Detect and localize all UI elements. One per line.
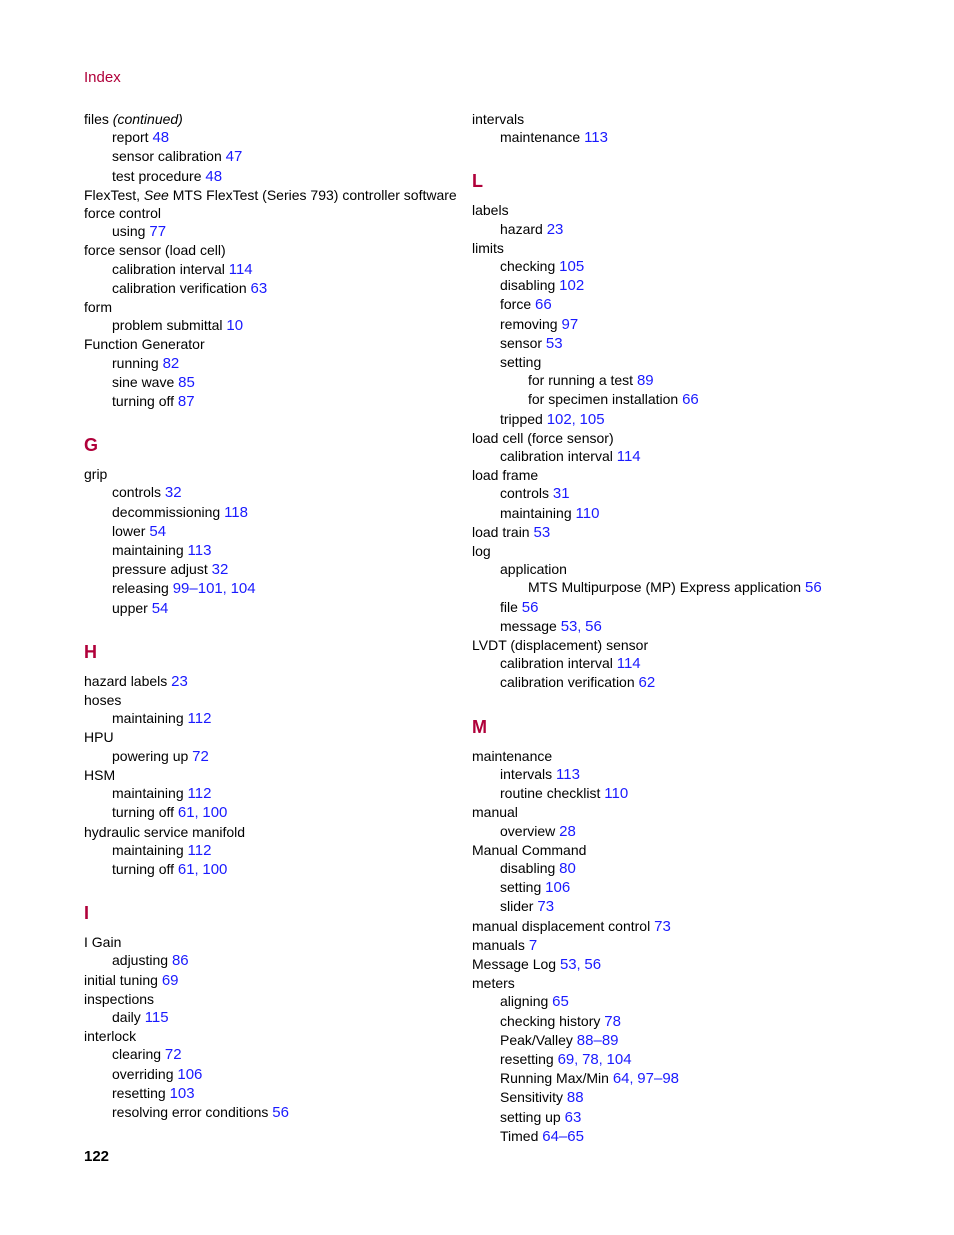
entry-label: routine checklist (500, 785, 601, 802)
entry-label: disabling (500, 277, 556, 294)
page-link[interactable]: 114 (616, 448, 641, 466)
index-entry (472, 1088, 932, 1107)
index-entry (84, 728, 474, 746)
page-link[interactable]: 32 (164, 484, 182, 502)
page-ref-separator: , (222, 580, 231, 597)
page-ref-separator: , (194, 860, 203, 877)
index-entry (84, 766, 474, 784)
index-entry (84, 951, 474, 970)
index-entry (84, 1008, 474, 1027)
entry-label: manual (472, 804, 518, 821)
index-entry (84, 709, 474, 728)
entry-label: clearing (112, 1046, 162, 1063)
page-link[interactable]: 66 (535, 296, 552, 314)
entry-label: maintaining (500, 504, 572, 521)
page-link[interactable]: 78 (604, 1012, 621, 1030)
page-link[interactable]: 104 (230, 580, 256, 598)
index-entry (472, 936, 932, 955)
entry-label: hoses (84, 692, 122, 709)
entry-label: meters (472, 975, 515, 992)
page-link[interactable]: 61 (177, 860, 195, 878)
page-ref-separator: , (577, 617, 586, 634)
index-entry (472, 484, 932, 503)
page-link[interactable]: 69 (557, 1050, 575, 1068)
entry-label: resetting (112, 1084, 166, 1101)
entry-label-continued: MTS FlexTest (Series 793) controller software (168, 186, 457, 203)
index-entry (84, 1045, 474, 1064)
entry-label: form (84, 299, 112, 316)
section-letter: M (472, 716, 487, 737)
index-entry (472, 822, 932, 841)
page-link[interactable]: 77 (149, 223, 167, 241)
index-entry (472, 636, 932, 654)
entry-label: maintaining (112, 785, 184, 802)
entry-label: Timed (500, 1127, 539, 1144)
entry-label: slider (500, 898, 534, 915)
entry-label: HSM (84, 766, 116, 783)
index-column-left (84, 110, 474, 1122)
entry-label: intervals (472, 111, 525, 127)
page-link[interactable]: 88–89 (576, 1031, 619, 1049)
index-entry (84, 465, 474, 483)
entry-label: Peak/Valley (500, 1031, 573, 1048)
index-entry (472, 955, 932, 974)
index-entry (472, 201, 932, 219)
entry-label: manuals (472, 936, 525, 953)
index-entry (472, 128, 932, 147)
index-entry (472, 598, 932, 617)
page-link[interactable]: 114 (228, 260, 253, 278)
entry-label: force (500, 296, 532, 313)
index-entry (84, 222, 474, 241)
page-ref-separator: , (194, 804, 203, 821)
entry-label: hazard (500, 220, 543, 237)
index-entry (84, 672, 474, 691)
page-link[interactable]: 110 (575, 504, 600, 522)
index-entry (472, 974, 932, 992)
entry-label: setting up (500, 1108, 561, 1125)
entry-label: overriding (112, 1065, 174, 1082)
entry-label: labels (472, 202, 509, 219)
page-link[interactable]: 53 (559, 955, 577, 973)
index-entry (84, 110, 474, 128)
entry-label: maintenance (472, 747, 553, 764)
page-ref-separator: , (598, 1050, 607, 1067)
index-entry (472, 1069, 932, 1088)
page-link[interactable]: 10 (226, 317, 244, 335)
page-link[interactable]: 88 (566, 1089, 584, 1107)
index-entry (472, 673, 932, 692)
entry-label: manual displacement control (472, 917, 651, 934)
entry-label: sensor calibration (112, 148, 222, 165)
page-link[interactable]: 97–98 (637, 1070, 680, 1088)
index-entry (472, 504, 932, 523)
entry-label: turning off (112, 860, 175, 877)
page-link[interactable]: 54 (151, 599, 169, 617)
index-entry (472, 897, 932, 916)
index-entry (84, 1027, 474, 1045)
index-entry (84, 747, 474, 766)
entry-label: intervals (500, 765, 553, 782)
page-link[interactable]: 66 (682, 391, 699, 409)
entry-label: Running Max/Min (500, 1070, 609, 1087)
index-entry (472, 1108, 932, 1127)
page-ref-separator: , (629, 1070, 638, 1087)
entry-label: setting (500, 879, 542, 896)
page-link[interactable]: 112 (187, 785, 212, 803)
page-link[interactable]: 47 (225, 148, 243, 166)
page-ref-separator: , (574, 1050, 583, 1067)
index-entry (84, 186, 474, 204)
entry-label: force control (84, 205, 162, 222)
index-entry (84, 298, 474, 316)
index-entry (84, 279, 474, 298)
index-entry (472, 992, 932, 1011)
entry-label: checking (500, 258, 556, 275)
section-letter: H (84, 641, 97, 662)
index-entry (472, 110, 932, 128)
index-entry (84, 260, 474, 279)
index-entry (84, 803, 474, 822)
index-entry (472, 784, 932, 803)
page-ref-separator: , (576, 955, 585, 972)
entry-label: tripped (500, 410, 543, 427)
page-ref-separator: , (571, 410, 580, 427)
entry-label: interlock (84, 1028, 137, 1045)
index-entry (472, 859, 932, 878)
entry-label: I Gain (84, 934, 122, 951)
index-entry (84, 860, 474, 879)
page-link[interactable]: 100 (202, 804, 228, 822)
page-link[interactable]: 106 (545, 879, 571, 897)
section-letter: G (84, 435, 99, 456)
index-entry (84, 354, 474, 373)
index-entry (84, 147, 474, 166)
index-entry (472, 334, 932, 353)
page-link[interactable]: 112 (187, 710, 212, 728)
index-entry (84, 392, 474, 411)
entry-label: MTS Multipurpose (MP) Express application (528, 579, 802, 596)
index-entry (472, 1050, 932, 1069)
page-link[interactable]: 72 (192, 747, 209, 765)
index-entry (84, 560, 474, 579)
page-link[interactable]: 114 (616, 655, 641, 673)
page-link[interactable]: 63 (250, 279, 268, 297)
page-link[interactable]: 54 (149, 522, 167, 540)
index-entry (472, 276, 932, 295)
page-link[interactable]: 56 (584, 955, 602, 973)
index-entry (472, 523, 932, 542)
page-link[interactable]: 89 (636, 372, 654, 390)
entry-label: for specimen installation (528, 391, 679, 408)
entry-label: releasing (112, 580, 169, 597)
entry-label: daily (112, 1008, 141, 1025)
index-entry (84, 1103, 474, 1122)
entry-label: controls (112, 484, 162, 501)
index-entry (472, 803, 932, 821)
entry-label: application (500, 561, 567, 578)
entry-label: calibration verification (112, 279, 247, 296)
page-link[interactable]: 118 (224, 503, 248, 521)
entry-label: load train (472, 523, 530, 540)
page-link[interactable]: 105 (559, 258, 585, 276)
page-link[interactable]: 86 (171, 952, 189, 970)
index-entry (84, 841, 474, 860)
page-link[interactable]: 113 (556, 765, 580, 783)
page-link[interactable]: 73 (654, 917, 671, 935)
page-link[interactable]: 56 (805, 579, 822, 597)
page-link[interactable]: 87 (177, 393, 195, 411)
entry-label: calibration interval (500, 448, 613, 465)
index-entry (84, 599, 474, 618)
page-link[interactable]: 102 (559, 277, 585, 295)
index-entry (472, 578, 932, 597)
entry-label: test procedure (112, 167, 202, 184)
entry-label: limits (472, 239, 504, 256)
entry-label: decommissioning (112, 503, 221, 520)
index-entry (84, 971, 474, 990)
page-link[interactable]: 100 (202, 860, 228, 878)
page-link[interactable]: 48 (205, 167, 223, 185)
entry-label: sensor (500, 334, 543, 351)
page-link[interactable]: 72 (164, 1046, 182, 1064)
entry-label: Function Generator (84, 336, 205, 353)
index-entry (472, 447, 932, 466)
page-link[interactable]: 80 (559, 859, 576, 877)
index-entry (472, 542, 932, 560)
index-entry (84, 579, 474, 598)
page-link[interactable]: 110 (604, 785, 629, 803)
entry-label: files (84, 111, 113, 127)
index-entry (472, 220, 932, 239)
index-entry (84, 541, 474, 560)
index-entry (472, 560, 932, 578)
entry-label: upper (112, 599, 148, 616)
index-entry (84, 1065, 474, 1084)
page-link[interactable]: 56 (272, 1103, 289, 1121)
page-link[interactable]: 82 (162, 354, 180, 372)
page-link[interactable]: 62 (638, 674, 656, 692)
entry-label: load cell (force sensor) (472, 429, 614, 446)
entry-label: Message Log (472, 955, 557, 972)
page-link[interactable]: 106 (177, 1065, 203, 1083)
entry-label: HPU (84, 729, 114, 746)
page-link[interactable]: 32 (211, 561, 229, 579)
page-link[interactable]: 69 (161, 971, 179, 989)
page-link[interactable]: 112 (187, 841, 212, 859)
index-entry (84, 316, 474, 335)
index-entry (472, 466, 932, 484)
index-entry (472, 353, 932, 371)
page-link[interactable]: 85 (178, 373, 195, 391)
page-link[interactable]: 63 (564, 1108, 582, 1126)
entry-label: setting (500, 354, 542, 371)
page-link[interactable]: 105 (579, 410, 605, 428)
entry-label: running (112, 354, 159, 371)
page-link[interactable]: 113 (187, 542, 212, 560)
entry-label: maintaining (112, 542, 184, 559)
index-entry (84, 204, 474, 222)
entry-label: removing (500, 315, 558, 332)
index-entry (472, 315, 932, 334)
entry-label: inspections (84, 990, 155, 1007)
page-link[interactable]: 56 (521, 598, 539, 616)
entry-italic: (continued) (112, 111, 183, 127)
index-column-right (472, 110, 932, 1146)
entry-label: lower (112, 522, 146, 539)
page-link[interactable]: 61 (177, 804, 195, 822)
index-entry (472, 654, 932, 673)
index-entry (472, 257, 932, 276)
page-link[interactable]: 104 (606, 1050, 632, 1068)
page-link[interactable]: 28 (559, 822, 576, 840)
entry-label: resetting (500, 1050, 554, 1067)
entry-label: FlexTest, (84, 186, 144, 203)
page-link[interactable]: 53 (533, 523, 551, 541)
index-entry (84, 784, 474, 803)
entry-label: log (472, 543, 491, 560)
index-entry (84, 373, 474, 392)
entry-label: problem submittal (112, 317, 223, 334)
page-link[interactable]: 23 (171, 672, 188, 690)
entry-label: maintaining (112, 710, 184, 727)
entry-label: hazard labels (84, 672, 168, 689)
entry-label: turning off (112, 393, 175, 410)
entry-label: powering up (112, 747, 189, 764)
entry-label: LVDT (displacement) sensor (472, 637, 649, 654)
page-link[interactable]: 7 (528, 936, 538, 954)
entry-label: overview (500, 822, 556, 839)
entry-label: report (112, 129, 149, 146)
page-link[interactable]: 64–65 (542, 1127, 584, 1145)
index-entry (472, 371, 932, 390)
page-link[interactable]: 97 (561, 315, 579, 333)
index-entry (84, 691, 474, 709)
section-letter: L (472, 171, 483, 192)
index-entry (84, 128, 474, 147)
index-entry (472, 390, 932, 409)
index-entry (472, 917, 932, 936)
index-entry (472, 429, 932, 447)
index-entry (84, 823, 474, 841)
page-link[interactable]: 78 (582, 1050, 599, 1068)
index-entry (472, 1031, 932, 1050)
page-link[interactable]: 23 (546, 220, 564, 238)
entry-label: load frame (472, 467, 539, 484)
entry-label: hydraulic service manifold (84, 823, 246, 840)
page-link[interactable]: 102 (546, 410, 572, 428)
index-entry (472, 1012, 932, 1031)
entry-label: sine wave (112, 373, 175, 390)
page-link[interactable]: 64 (612, 1070, 630, 1088)
page-header-title: Index (84, 69, 121, 86)
entry-label: force sensor (load cell) (84, 242, 226, 259)
page-link[interactable]: 115 (144, 1008, 169, 1026)
index-entry (84, 503, 474, 522)
index-entry (472, 747, 932, 765)
entry-label: file (500, 598, 518, 615)
index-entry (472, 295, 932, 314)
entry-label: aligning (500, 993, 549, 1010)
entry-label: calibration interval (112, 260, 225, 277)
page-link[interactable]: 65 (552, 993, 569, 1011)
entry-label: grip (84, 466, 108, 483)
index-entry (84, 522, 474, 541)
entry-label: for running a test (528, 372, 634, 389)
page-link[interactable]: 53 (560, 617, 578, 635)
page-link[interactable]: 73 (537, 898, 555, 916)
entry-label: initial tuning (84, 971, 158, 988)
index-entry (84, 1084, 474, 1103)
page-link[interactable]: 48 (152, 129, 170, 147)
entry-label: message (500, 617, 557, 634)
index-entry (84, 483, 474, 502)
section-letter: I (84, 903, 90, 924)
index-entry (472, 410, 932, 429)
entry-label: disabling (500, 859, 556, 876)
index-entry (472, 617, 932, 636)
entry-italic: See (143, 186, 169, 203)
index-entry (84, 167, 474, 186)
index-entry (84, 241, 474, 259)
index-entry (472, 765, 932, 784)
index-entry (472, 239, 932, 257)
page-link[interactable]: 113 (584, 129, 608, 147)
entry-label: pressure adjust (112, 561, 208, 578)
page-link[interactable]: 31 (552, 485, 570, 503)
entry-label: controls (500, 485, 550, 502)
entry-label: turning off (112, 804, 175, 821)
index-entry (84, 933, 474, 951)
index-entry (84, 990, 474, 1008)
entry-label: Manual Command (472, 841, 587, 858)
entry-label: checking history (500, 1012, 601, 1029)
page-link[interactable]: 99–101 (172, 580, 223, 598)
index-entry (472, 841, 932, 859)
index-entry (472, 878, 932, 897)
entry-label: maintenance (500, 129, 581, 146)
entry-label: Sensitivity (500, 1089, 564, 1106)
entry-label: calibration interval (500, 655, 613, 672)
entry-label: adjusting (112, 952, 169, 969)
entry-label: maintaining (112, 841, 184, 858)
page-link[interactable]: 103 (169, 1084, 195, 1102)
page-number: 122 (84, 1148, 110, 1165)
index-entry (84, 335, 474, 353)
entry-label: using (112, 223, 146, 240)
entry-label: resolving error conditions (112, 1103, 269, 1120)
index-entry (472, 1127, 932, 1146)
entry-label: calibration verification (500, 674, 635, 691)
page-link[interactable]: 56 (585, 617, 602, 635)
page-link[interactable]: 53 (545, 334, 563, 352)
